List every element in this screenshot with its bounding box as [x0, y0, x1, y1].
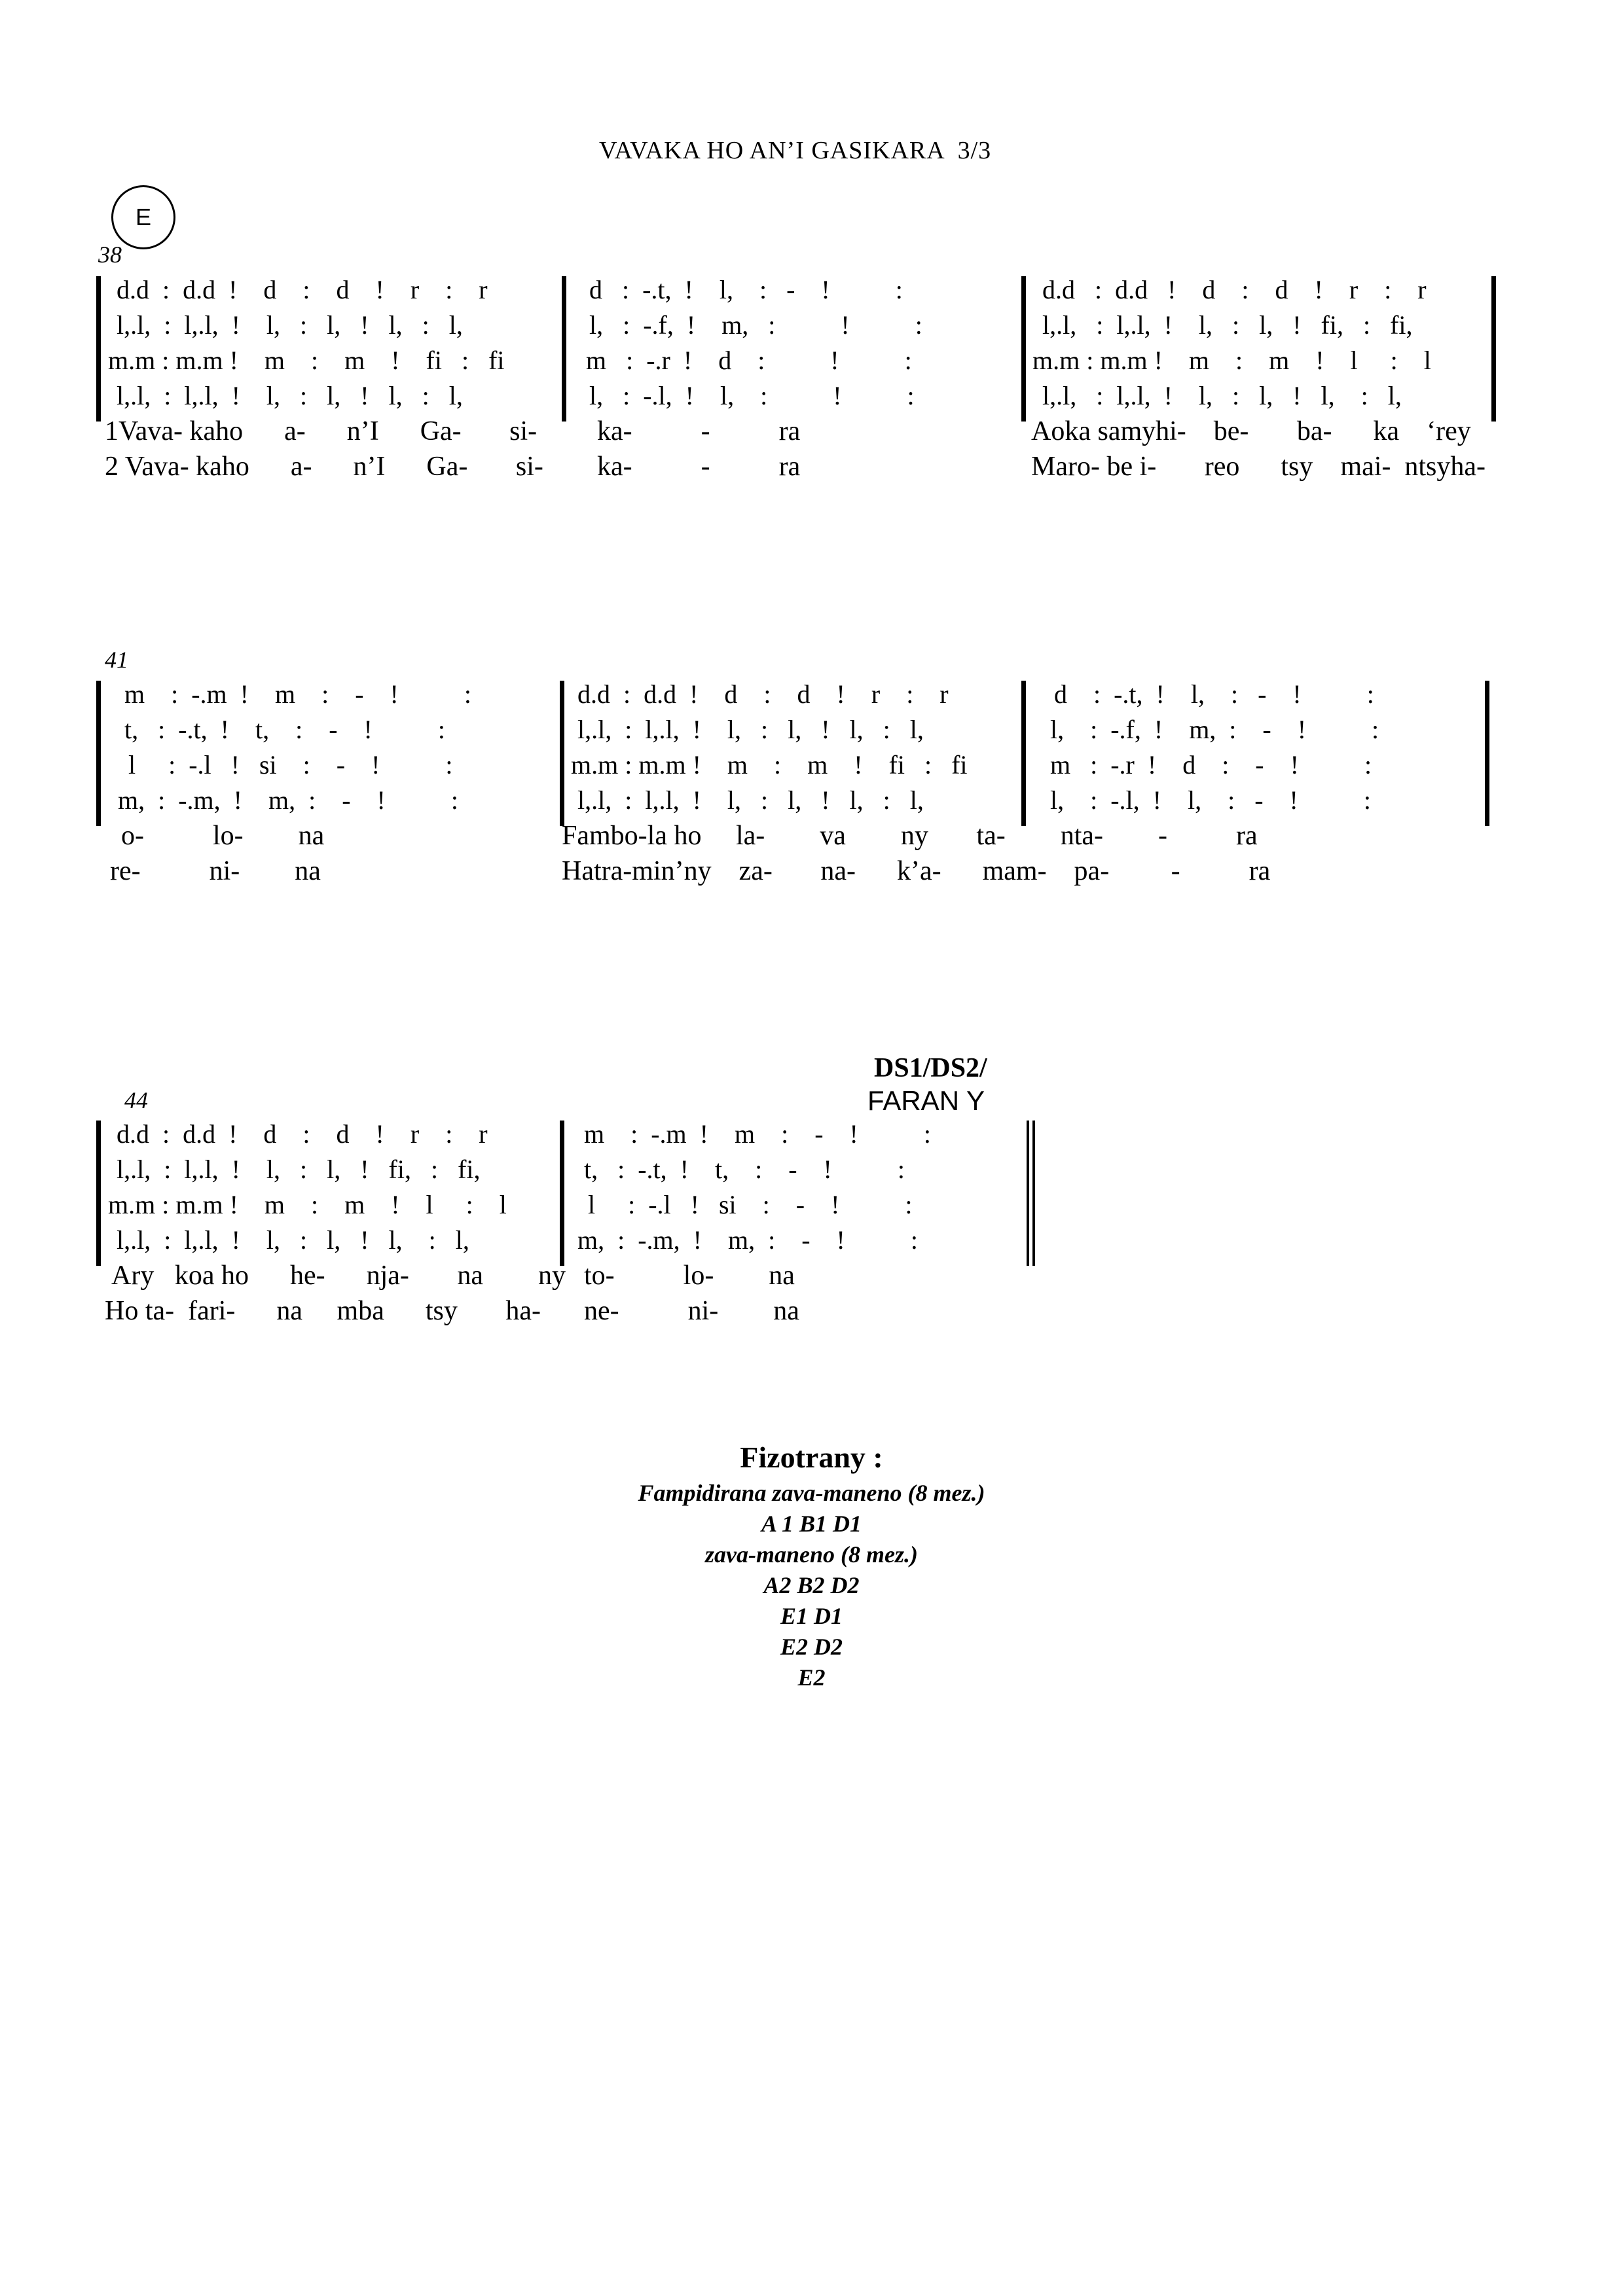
- lyric-line: Aoka samyhi- be- ba- ka ‘rey: [1031, 416, 1471, 446]
- tenor-notes: m.m : m.m ! m : m ! l : l: [1032, 346, 1431, 375]
- alto-notes: l,.l, : l,.l, ! l, : l, ! l, : l,: [577, 715, 924, 744]
- measure-number: 44: [124, 1087, 148, 1113]
- page-title: VAVAKA HO AN’I GASIKARA 3/3: [599, 137, 992, 164]
- barline: [96, 276, 101, 422]
- bass-notes: m, : -.m, ! m, : - ! :: [577, 1225, 918, 1255]
- lyric-line: 1Vava- kaho a- n’I Ga- si-: [105, 416, 538, 446]
- measure-number: 38: [98, 242, 122, 268]
- tenor-notes: m : -.r ! d : ! :: [586, 346, 912, 375]
- lyric-line: 2 Vava- kaho a- n’I Ga- si-: [105, 452, 543, 482]
- alto-notes: t, : -.t, ! t, : - ! :: [584, 1155, 905, 1184]
- fizotrany-line: E2: [797, 1664, 826, 1691]
- fizotrany-line: A 1 B1 D1: [761, 1511, 862, 1537]
- fizotrany-line: zava-maneno (8 mez.): [705, 1541, 918, 1568]
- alto-notes: t, : -.t, ! t, : - ! :: [124, 715, 445, 744]
- barline: [1021, 276, 1026, 422]
- lyric-line: ka- - ra: [597, 452, 801, 482]
- alto-notes: l,.l, : l,.l, ! l, : l, ! fi, : fi,: [1042, 310, 1413, 340]
- bass-notes: l, : -.l, ! l, : - ! :: [1050, 785, 1371, 815]
- soprano-notes: d.d : d.d ! d : d ! r : r: [1042, 275, 1427, 304]
- bass-notes: l,.l, : l,.l, ! l, : l, ! l, : l,: [577, 785, 924, 815]
- fizotrany-line: Fampidirana zava-maneno (8 mez.): [638, 1480, 985, 1506]
- tenor-notes: m : -.r ! d : - ! :: [1050, 750, 1372, 780]
- lyric-line: Ho ta- fari- na mba tsy ha-: [105, 1296, 541, 1326]
- soprano-notes: d.d : d.d ! d : d ! r : r: [577, 679, 949, 709]
- lyric-line: ne- ni- na: [584, 1296, 799, 1326]
- barline: [1021, 681, 1026, 826]
- alto-notes: l, : -.f, ! m, : - ! :: [1050, 715, 1379, 744]
- tenor-notes: m.m : m.m ! m : m ! l : l: [108, 1190, 507, 1219]
- bass-notes: l, : -.l, ! l, : ! :: [589, 381, 915, 410]
- lyric-line: Fambo-la ho la- va ny ta- nta- - ra: [562, 821, 1258, 851]
- fizotrany-line: A2 B2 D2: [763, 1572, 860, 1598]
- fizotrany-line: E2 D2: [780, 1634, 843, 1660]
- lyric-line: ka- - ra: [597, 416, 801, 446]
- barline: [562, 276, 566, 422]
- faran-label: FARAN Y: [867, 1085, 985, 1116]
- alto-notes: l,.l, : l,.l, ! l, : l, ! l, : l,: [117, 310, 463, 340]
- alto-notes: l,.l, : l,.l, ! l, : l, ! fi, : fi,: [117, 1155, 481, 1184]
- barline: [1485, 681, 1489, 826]
- final-barline: [1032, 1121, 1035, 1266]
- bass-notes: l,.l, : l,.l, ! l, : l, ! l, : l,: [117, 381, 463, 410]
- barline: [1491, 276, 1496, 422]
- tenor-notes: m.m : m.m ! m : m ! fi : fi: [108, 346, 505, 375]
- soprano-notes: d : -.t, ! l, : - ! :: [1054, 679, 1374, 709]
- soprano-notes: d.d : d.d ! d : d ! r : r: [117, 275, 488, 304]
- rehearsal-mark: E: [111, 185, 175, 249]
- lyric-line: Maro- be i- reo tsy mai- ntsyha-: [1031, 452, 1486, 482]
- lyric-line: Hatra-min’ny za- na- k’a- mam- pa- - ra: [562, 856, 1271, 886]
- fizotrany-line: E1 D1: [780, 1603, 843, 1629]
- measure-number: 41: [105, 647, 128, 673]
- tenor-notes: l : -.l ! si : - ! :: [128, 750, 453, 780]
- soprano-notes: d : -.t, ! l, : - ! :: [589, 275, 903, 304]
- barline: [96, 1121, 101, 1266]
- soprano-notes: d.d : d.d ! d : d ! r : r: [117, 1119, 488, 1149]
- ds-label: DS1/DS2/: [874, 1053, 987, 1083]
- bass-notes: l,.l, : l,.l, ! l, : l, ! l, : l,: [1042, 381, 1402, 410]
- lyric-line: re- ni- na: [110, 856, 321, 886]
- barline: [560, 681, 564, 826]
- final-barline: [1027, 1121, 1029, 1266]
- barline: [560, 1121, 564, 1266]
- soprano-notes: m : -.m ! m : - ! :: [584, 1119, 931, 1149]
- lyric-line: o- lo- na: [121, 821, 325, 851]
- tenor-notes: m.m : m.m ! m : m ! fi : fi: [571, 750, 968, 780]
- bass-notes: m, : -.m, ! m, : - ! :: [118, 785, 458, 815]
- soprano-notes: m : -.m ! m : - ! :: [124, 679, 471, 709]
- fizotrany-heading: Fizotrany :: [740, 1441, 883, 1474]
- bass-notes: l,.l, : l,.l, ! l, : l, ! l, : l,: [117, 1225, 469, 1255]
- tenor-notes: l : -.l ! si : - ! :: [588, 1190, 913, 1219]
- lyric-line: to- lo- na: [584, 1261, 795, 1291]
- lyric-line: Ary koa ho he- nja- na ny: [111, 1261, 566, 1291]
- alto-notes: l, : -.f, ! m, : ! :: [589, 310, 922, 340]
- barline: [96, 681, 101, 826]
